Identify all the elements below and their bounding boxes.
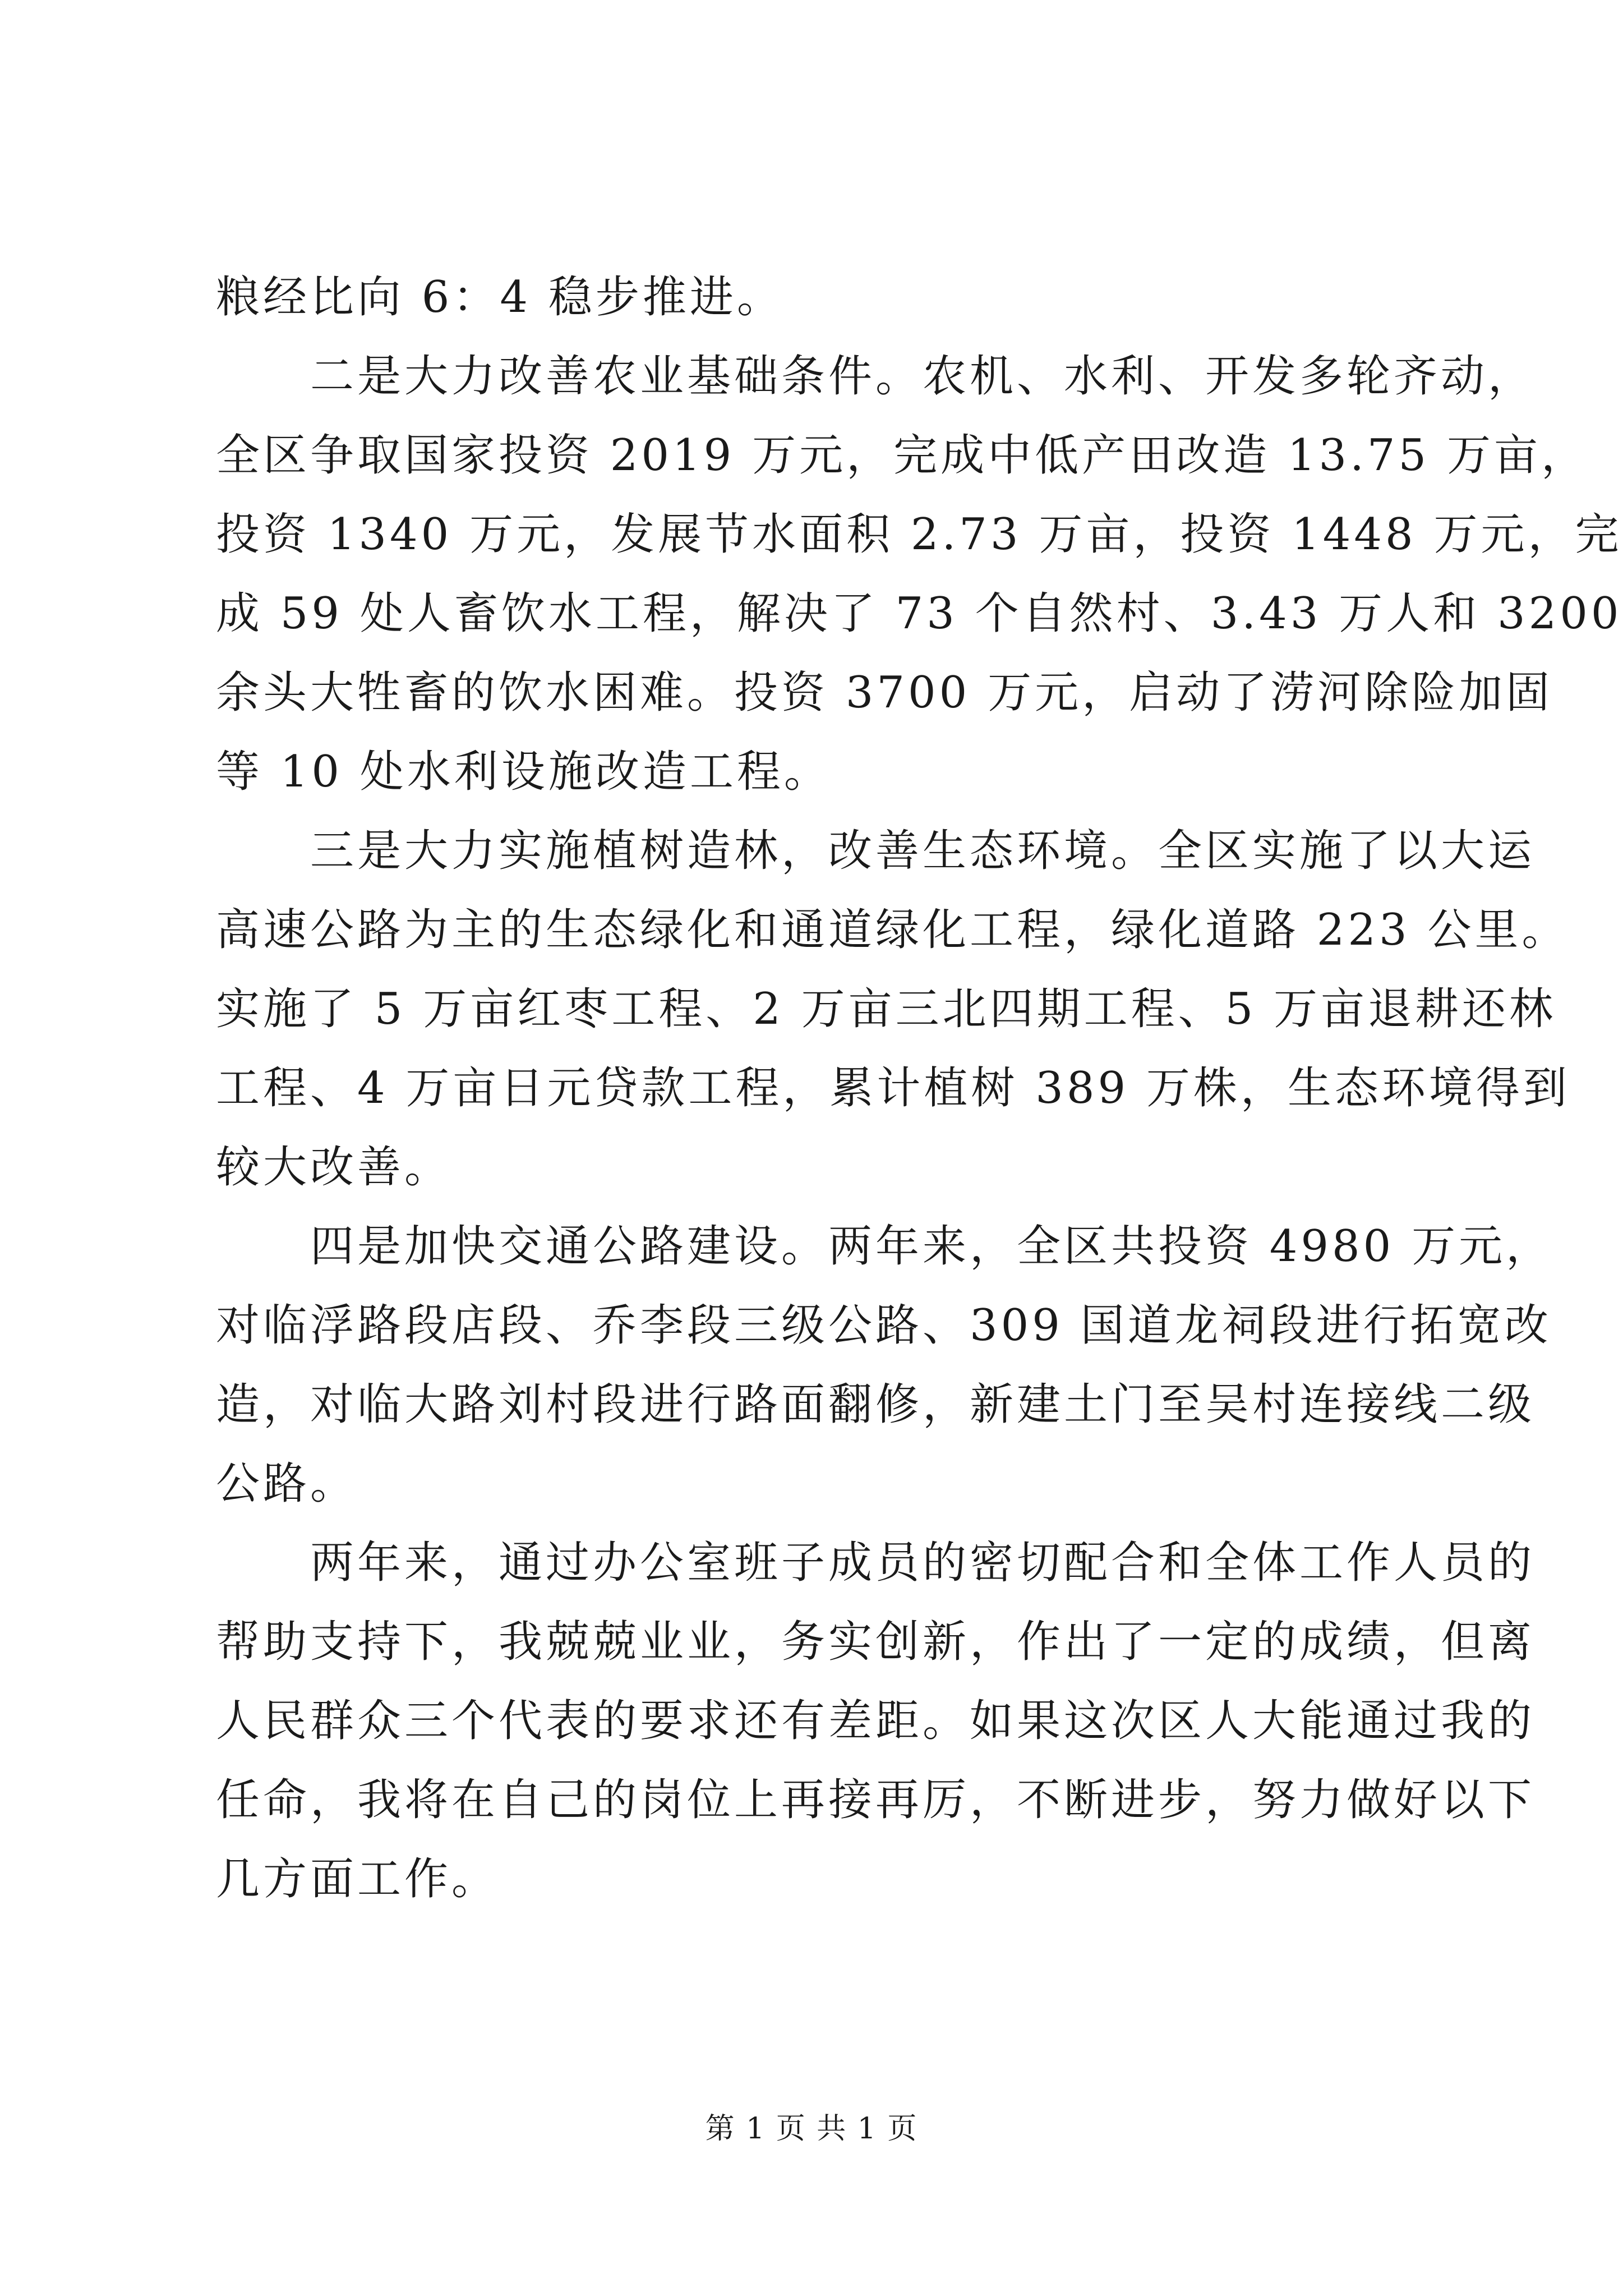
text-line: 成 59 处人畜饮水工程，解决了 73 个自然村、3.43 万人和 3200 (216, 588, 1622, 639)
text-line: 对临浮路段店段、乔李段三级公路、309 国道龙祠段进行拓宽改 (216, 1300, 1552, 1351)
text-line: 几方面工作。 (216, 1854, 499, 1904)
text-line: 公路。 (216, 1458, 358, 1509)
text-line: 投资 1340 万元，发展节水面积 2.73 万亩，投资 1448 万元，完 (216, 509, 1622, 560)
text-line: 四是加快交通公路建设。两年来，全区共投资 4980 万元， (216, 1221, 1553, 1272)
text-line: 等 10 处水利设施改造工程。 (216, 747, 831, 797)
text-line: 较大改善。 (216, 1142, 452, 1193)
text-line: 实施了 5 万亩红枣工程、2 万亩三北四期工程、5 万亩退耕还林 (216, 984, 1557, 1034)
text-line: 高速公路为主的生态绿化和通道绿化工程，绿化道路 223 公里。 (216, 905, 1569, 955)
text-line: 帮助支持下，我兢兢业业，务实创新，作出了一定的成绩，但离 (216, 1617, 1536, 1667)
text-line: 任命，我将在自己的岗位上再接再厉，不断进步，努力做好以下 (216, 1775, 1536, 1825)
text-line: 二是大力改善农业基础条件。农机、水利、开发多轮齐动， (216, 351, 1536, 402)
text-line: 工程、4 万亩日元贷款工程，累计植树 389 万株，生态环境得到 (216, 1063, 1570, 1114)
document-body (216, 258, 1622, 1919)
text-line: 人民群众三个代表的要求还有差距。如果这次区人大能通过我的 (216, 1696, 1536, 1746)
text-line: 三是大力实施植树造林，改善生态环境。全区实施了以大运 (216, 826, 1536, 876)
text-line: 余头大牲畜的饮水困难。投资 3700 万元，启动了涝河除险加固 (216, 668, 1553, 718)
page-number-footer: 第 1 页 共 1 页 (705, 2112, 918, 2146)
text-line: 粮经比向 6：4 稳步推进。 (216, 272, 784, 323)
text-line: 造，对临大路刘村段进行路面翻修，新建土门至吴村连接线二级 (216, 1379, 1536, 1430)
text-line: 全区争取国家投资 2019 万元，完成中低产田改造 13.75 万亩， (216, 430, 1588, 481)
text-line: 两年来，通过办公室班子成员的密切配合和全体工作人员的 (216, 1538, 1536, 1588)
